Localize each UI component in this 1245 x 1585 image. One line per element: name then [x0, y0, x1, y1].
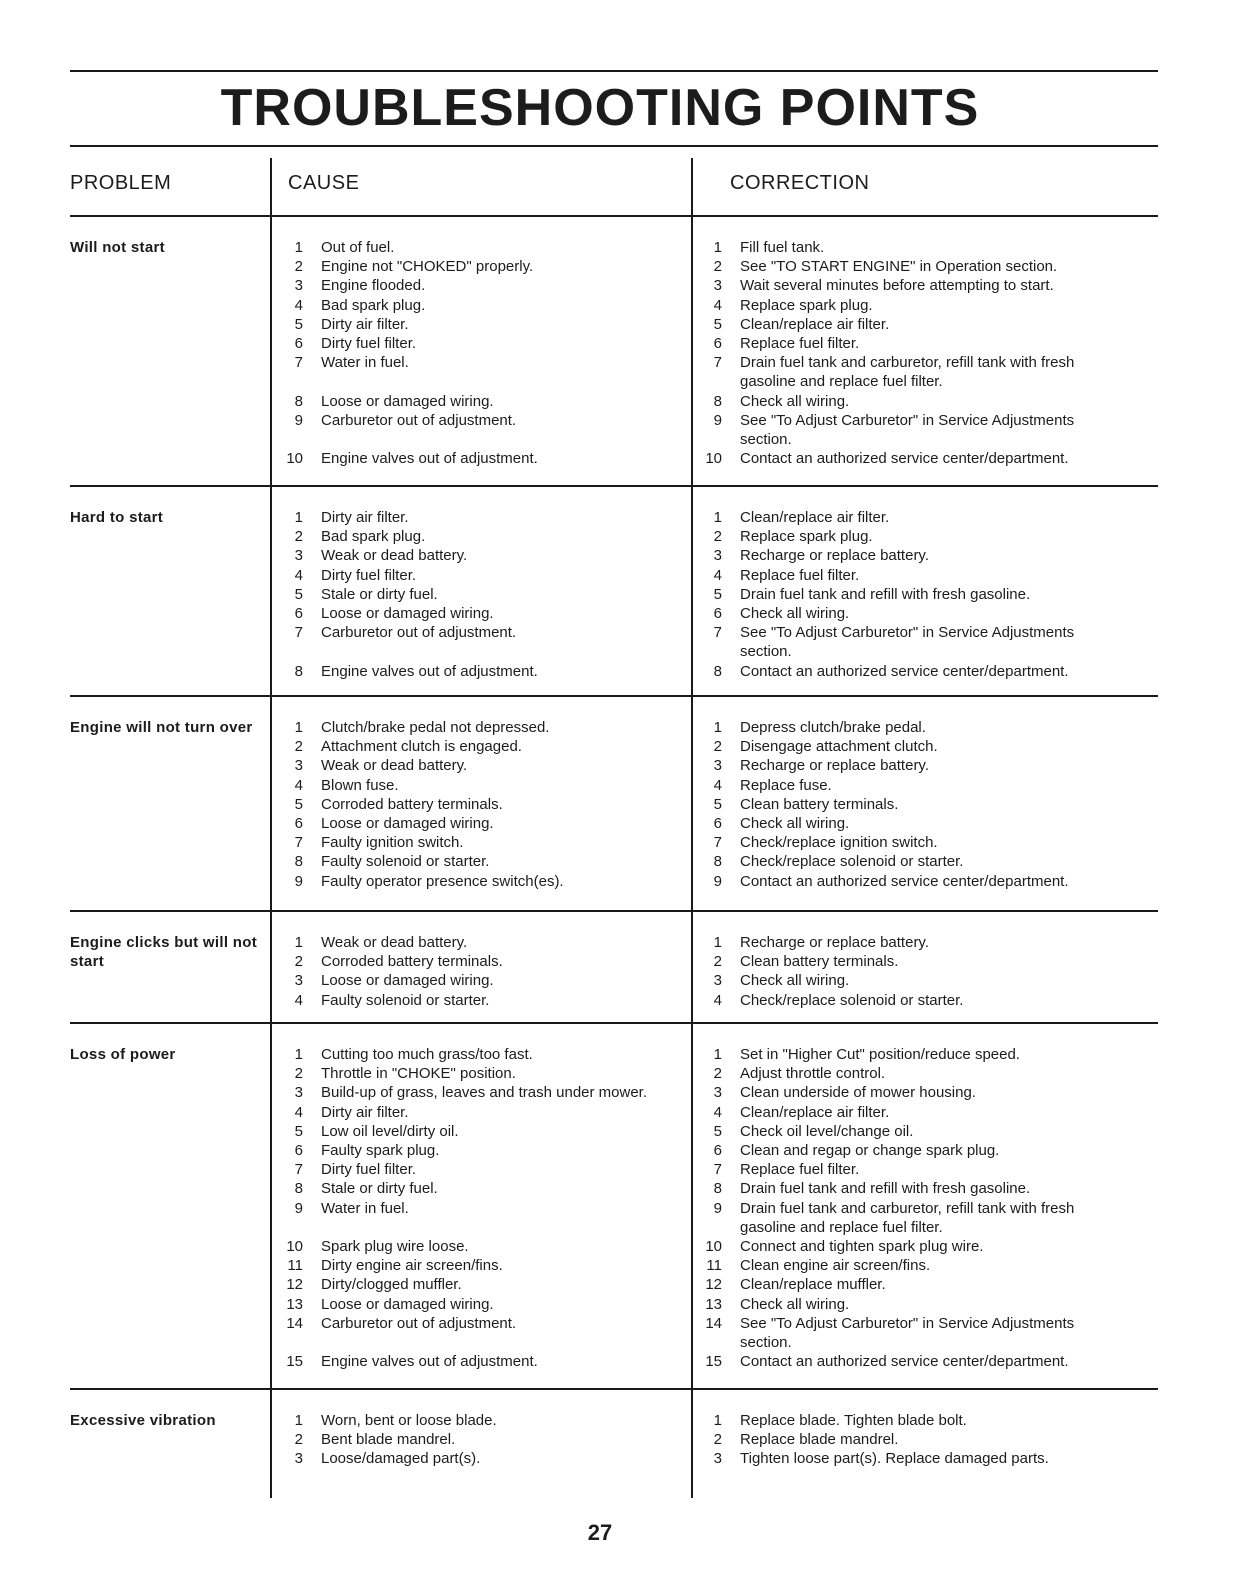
correction-number: 3	[713, 1084, 722, 1102]
column-header-cause: CAUSE	[288, 172, 360, 194]
correction-text: Replace spark plug.	[740, 296, 873, 314]
correction-text: Drain fuel tank and refill with fresh gasoline.	[740, 1180, 1031, 1198]
cause-text: Carburetor out of adjustment.	[321, 624, 517, 642]
correction-text: Depress clutch/brake pedal.	[740, 719, 926, 736]
correction-text: Clean/replace air filter.	[740, 315, 890, 333]
cause-text: Loose or damaged wiring.	[321, 815, 494, 832]
correction-text: Drain fuel tank and refill with fresh gasoline.	[740, 585, 1031, 603]
cause-text: Water in fuel.	[321, 1199, 409, 1217]
cause-text: Engine flooded.	[321, 277, 426, 295]
problem-label: Will not start	[70, 239, 165, 256]
correction-text: Check/replace solenoid or starter.	[740, 991, 964, 1009]
correction-text: section.	[740, 431, 792, 448]
correction-text: Recharge or replace battery.	[740, 757, 929, 775]
cause-text: Throttle in "CHOKE" position.	[321, 1065, 516, 1083]
cause-text: Faulty ignition switch.	[321, 834, 464, 852]
correction-text: Tighten loose part(s). Replace damaged parts.	[740, 1450, 1049, 1468]
column-divider	[691, 158, 693, 1498]
cause-text: Corroded battery terminals.	[321, 953, 503, 971]
cause-text: Out of fuel.	[321, 239, 395, 256]
correction-text: Clean/replace air filter.	[740, 509, 890, 526]
correction-text: Clean underside of mower housing.	[740, 1084, 976, 1102]
correction-number: 3	[713, 1450, 722, 1468]
cause-text: Engine valves out of adjustment.	[321, 662, 538, 680]
correction-number: 2	[713, 953, 722, 971]
cause-number: 8	[294, 1180, 303, 1198]
cause-number: 9	[294, 872, 303, 890]
correction-text: Check all wiring.	[740, 815, 850, 832]
correction-number: 4	[713, 776, 722, 794]
correction-text: Recharge or replace battery.	[740, 547, 929, 565]
cause-text: Bent blade mandrel.	[321, 1431, 456, 1449]
correction-number: 3	[713, 277, 722, 295]
problem-label: Excessive vibration	[70, 1412, 216, 1429]
correction-text: Replace fuse.	[740, 776, 832, 794]
cause-number: 3	[294, 757, 303, 775]
cause-text: Weak or dead battery.	[321, 757, 468, 775]
correction-text: Drain fuel tank and carburetor, refill tank with fresh	[740, 354, 1075, 372]
correction-text: Replace blade. Tighten blade bolt.	[740, 1412, 967, 1429]
correction-text: Check all wiring.	[740, 392, 850, 410]
cause-text: Cutting too much grass/too fast.	[321, 1046, 533, 1063]
cause-number: 3	[294, 277, 303, 295]
cause-number: 4	[294, 1103, 303, 1121]
cause-number: 14	[286, 1314, 303, 1332]
correction-text: Replace fuel filter.	[740, 1161, 860, 1179]
cause-number: 2	[294, 953, 303, 971]
correction-text: Replace blade mandrel.	[740, 1431, 899, 1449]
cause-number: 6	[294, 815, 303, 832]
top-rule	[70, 70, 1158, 72]
cause-text: Dirty/clogged muffler.	[321, 1276, 462, 1294]
correction-text: Clean engine air screen/fins.	[740, 1257, 931, 1275]
correction-number: 7	[713, 354, 722, 372]
correction-text: Contact an authorized service center/department.	[740, 662, 1069, 680]
correction-text: Disengage attachment clutch.	[740, 738, 938, 756]
correction-number: 2	[713, 1431, 722, 1449]
row-separator	[70, 1022, 1158, 1024]
correction-number: 6	[713, 815, 722, 832]
correction-number: 1	[713, 719, 722, 736]
correction-number: 9	[713, 872, 722, 890]
correction-text: See "To Adjust Carburetor" in Service Adjustments	[740, 624, 1075, 642]
cause-number: 6	[294, 1142, 303, 1159]
column-divider	[270, 158, 272, 1498]
correction-text: Clean battery terminals.	[740, 795, 899, 813]
cause-text: Faulty operator presence switch(es).	[321, 872, 564, 890]
cause-number: 8	[294, 853, 303, 871]
correction-number: 1	[713, 934, 722, 951]
cause-number: 1	[294, 1046, 303, 1063]
correction-text: See "TO START ENGINE" in Operation section.	[740, 258, 1058, 276]
cause-number: 8	[294, 662, 303, 680]
cause-number: 1	[294, 1412, 303, 1429]
correction-text: Adjust throttle control.	[740, 1065, 886, 1083]
cause-number: 4	[294, 776, 303, 794]
correction-number: 8	[713, 662, 722, 680]
correction-text: Check oil level/change oil.	[740, 1122, 914, 1140]
cause-number: 7	[294, 624, 303, 642]
correction-text: See "To Adjust Carburetor" in Service Adjustments	[740, 1314, 1075, 1332]
cause-number: 4	[294, 296, 303, 314]
correction-number: 9	[713, 1199, 722, 1217]
correction-number: 6	[713, 605, 722, 622]
correction-text: Connect and tighten spark plug wire.	[740, 1238, 984, 1255]
cause-number: 10	[286, 1238, 303, 1255]
cause-number: 3	[294, 972, 303, 990]
correction-number: 3	[713, 972, 722, 990]
correction-number: 2	[713, 528, 722, 546]
correction-text: Set in "Higher Cut" position/reduce speed.	[740, 1046, 1020, 1063]
correction-number: 2	[713, 738, 722, 756]
correction-number: 6	[713, 1142, 722, 1159]
cause-text: Stale or dirty fuel.	[321, 585, 438, 603]
cause-text: Dirty fuel filter.	[321, 1161, 417, 1179]
correction-number: 1	[713, 509, 722, 526]
cause-text: Clutch/brake pedal not depressed.	[321, 719, 550, 736]
cause-text: Faulty spark plug.	[321, 1142, 440, 1159]
cause-text: Dirty air filter.	[321, 509, 409, 526]
correction-text: Replace fuel filter.	[740, 335, 860, 352]
correction-text: Wait several minutes before attempting to start.	[740, 277, 1054, 295]
cause-number: 5	[294, 315, 303, 333]
cause-number: 1	[294, 934, 303, 951]
correction-text: section.	[740, 1334, 792, 1351]
cause-text: Engine not "CHOKED" properly.	[321, 258, 534, 276]
cause-number: 8	[294, 392, 303, 410]
page-title: TROUBLESHOOTING POINTS	[220, 79, 980, 137]
cause-text: Faulty solenoid or starter.	[321, 991, 490, 1009]
cause-number: 9	[294, 411, 303, 429]
cause-number: 3	[294, 1084, 303, 1102]
correction-number: 5	[713, 795, 722, 813]
cause-number: 6	[294, 605, 303, 622]
cause-text: Loose/damaged part(s).	[321, 1450, 481, 1468]
correction-text: Check/replace ignition switch.	[740, 834, 938, 852]
cause-text: Corroded battery terminals.	[321, 795, 503, 813]
cause-number: 7	[294, 834, 303, 852]
cause-number: 12	[286, 1276, 303, 1294]
cause-number: 1	[294, 509, 303, 526]
cause-text: Carburetor out of adjustment.	[321, 411, 517, 429]
cause-number: 4	[294, 991, 303, 1009]
title-rule	[70, 145, 1158, 147]
correction-text: Fill fuel tank.	[740, 239, 825, 256]
correction-text: Contact an authorized service center/department.	[740, 872, 1069, 890]
cause-text: Dirty air filter.	[321, 315, 409, 333]
correction-number: 1	[713, 239, 722, 256]
correction-number: 4	[713, 991, 722, 1009]
cause-number: 5	[294, 585, 303, 603]
correction-text: Replace spark plug.	[740, 528, 873, 546]
correction-text: Check all wiring.	[740, 972, 850, 990]
cause-text: Weak or dead battery.	[321, 934, 468, 951]
cause-text: Dirty fuel filter.	[321, 335, 417, 352]
correction-text: Check all wiring.	[740, 605, 850, 622]
cause-number: 1	[294, 719, 303, 736]
correction-text: Replace fuel filter.	[740, 566, 860, 584]
cause-text: Bad spark plug.	[321, 296, 426, 314]
cause-text: Build-up of grass, leaves and trash under mower.	[321, 1084, 648, 1102]
correction-text: gasoline and replace fuel filter.	[740, 373, 943, 391]
correction-number: 5	[713, 1122, 722, 1140]
correction-number: 4	[713, 566, 722, 584]
cause-number: 2	[294, 528, 303, 546]
cause-text: Engine valves out of adjustment.	[321, 1353, 538, 1371]
cause-text: Dirty fuel filter.	[321, 566, 417, 584]
correction-text: section.	[740, 643, 792, 661]
column-header-problem: PROBLEM	[70, 172, 172, 194]
problem-label: Hard to start	[70, 509, 164, 526]
cause-text: Loose or damaged wiring.	[321, 972, 494, 990]
correction-number: 5	[713, 315, 722, 333]
correction-number: 14	[705, 1314, 722, 1332]
correction-text: Clean and regap or change spark plug.	[740, 1142, 1000, 1159]
cause-text: Engine valves out of adjustment.	[321, 450, 538, 468]
cause-number: 10	[286, 450, 303, 468]
cause-number: 6	[294, 335, 303, 352]
correction-number: 3	[713, 547, 722, 565]
correction-text: Clean/replace muffler.	[740, 1276, 886, 1294]
correction-number: 8	[713, 1180, 722, 1198]
cause-number: 2	[294, 738, 303, 756]
correction-number: 7	[713, 1161, 722, 1179]
cause-number: 3	[294, 547, 303, 565]
cause-number: 2	[294, 258, 303, 276]
row-separator	[70, 910, 1158, 912]
cause-text: Loose or damaged wiring.	[321, 605, 494, 622]
cause-text: Low oil level/dirty oil.	[321, 1122, 459, 1140]
correction-number: 7	[713, 624, 722, 642]
problem-label: Loss of power	[70, 1046, 176, 1063]
row-separator	[70, 485, 1158, 487]
correction-number: 6	[713, 335, 722, 352]
problem-label: Engine will not turn over	[70, 719, 253, 736]
cause-number: 11	[287, 1257, 303, 1275]
cause-text: Worn, bent or loose blade.	[321, 1412, 497, 1429]
cause-text: Weak or dead battery.	[321, 547, 468, 565]
row-separator	[70, 1388, 1158, 1390]
correction-number: 8	[713, 392, 722, 410]
correction-number: 2	[713, 258, 722, 276]
column-header-correction: CORRECTION	[730, 172, 870, 194]
cause-number: 2	[294, 1065, 303, 1083]
correction-text: Recharge or replace battery.	[740, 934, 929, 951]
cause-number: 13	[286, 1295, 303, 1313]
correction-number: 13	[705, 1295, 722, 1313]
row-separator	[70, 695, 1158, 697]
correction-text: Clean battery terminals.	[740, 953, 899, 971]
cause-number: 1	[294, 239, 303, 256]
cause-number: 9	[294, 1199, 303, 1217]
cause-text: Carburetor out of adjustment.	[321, 1314, 517, 1332]
cause-number: 4	[294, 566, 303, 584]
correction-text: Drain fuel tank and carburetor, refill tank with fresh	[740, 1199, 1075, 1217]
cause-number: 2	[294, 1431, 303, 1449]
correction-number: 4	[713, 1103, 722, 1121]
correction-text: Clean/replace air filter.	[740, 1103, 890, 1121]
correction-text: Contact an authorized service center/department.	[740, 450, 1069, 468]
cause-text: Spark plug wire loose.	[321, 1238, 469, 1255]
cause-number: 5	[294, 795, 303, 813]
cause-number: 5	[294, 1122, 303, 1140]
correction-number: 10	[705, 1238, 722, 1255]
cause-number: 3	[294, 1450, 303, 1468]
correction-text: Contact an authorized service center/department.	[740, 1353, 1069, 1371]
cause-text: Faulty solenoid or starter.	[321, 853, 490, 871]
page-number: 27	[587, 1520, 613, 1545]
cause-text: Dirty air filter.	[321, 1103, 409, 1121]
cause-text: Water in fuel.	[321, 354, 409, 372]
cause-text: Dirty engine air screen/fins.	[321, 1257, 503, 1275]
correction-number: 12	[705, 1276, 722, 1294]
correction-number: 1	[713, 1412, 722, 1429]
correction-text: gasoline and replace fuel filter.	[740, 1218, 943, 1236]
cause-text: Attachment clutch is engaged.	[321, 738, 522, 756]
cause-text: Loose or damaged wiring.	[321, 1295, 494, 1313]
cause-text: Bad spark plug.	[321, 528, 426, 546]
cause-number: 15	[286, 1353, 303, 1371]
correction-number: 2	[713, 1065, 722, 1083]
correction-text: Check all wiring.	[740, 1295, 850, 1313]
correction-number: 10	[705, 450, 722, 468]
correction-number: 15	[705, 1353, 722, 1371]
cause-text: Blown fuse.	[321, 776, 399, 794]
problem-label: Engine clicks but will not start	[70, 934, 257, 970]
correction-number: 4	[713, 296, 722, 314]
correction-number: 3	[713, 757, 722, 775]
cause-number: 7	[294, 1161, 303, 1179]
correction-number: 9	[713, 411, 722, 429]
cause-number: 7	[294, 354, 303, 372]
correction-number: 7	[713, 834, 722, 852]
correction-text: See "To Adjust Carburetor" in Service Adjustments	[740, 411, 1075, 429]
correction-number: 11	[706, 1257, 722, 1275]
correction-number: 8	[713, 853, 722, 871]
correction-text: Check/replace solenoid or starter.	[740, 853, 964, 871]
correction-number: 5	[713, 585, 722, 603]
cause-text: Stale or dirty fuel.	[321, 1180, 438, 1198]
correction-number: 1	[713, 1046, 722, 1063]
cause-text: Loose or damaged wiring.	[321, 392, 494, 410]
row-separator	[70, 215, 1158, 217]
